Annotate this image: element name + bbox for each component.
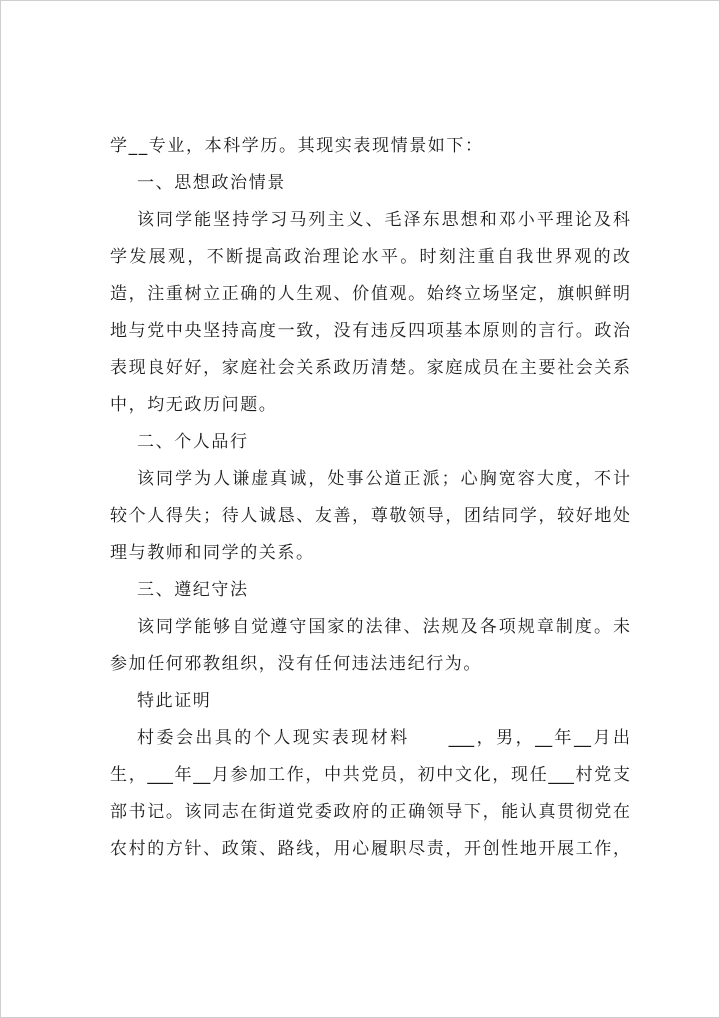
text-line: 该同学为人谦虚真诚，处事公道正派；心胸宽容大度，不计 [137, 469, 630, 489]
text-line: 部书记。该同志在街道党委政府的正确领导下，能认真贯彻党在 [110, 802, 630, 822]
closing-statement: 特此证明 [137, 691, 212, 711]
text-line: 中，均无政历问题。 [110, 395, 278, 415]
section-heading-law: 三、遵纪守法 [137, 580, 249, 600]
text-line: 学发展观，不断提高政治理论水平。时刻注重自我世界观的改 [110, 247, 630, 267]
text-line: 该同学能坚持学习马列主义、毛泽东思想和邓小平理论及科 [137, 210, 630, 230]
text-line: 学__专业，本科学历。其现实表现情景如下： [110, 136, 484, 156]
text-line: 造，注重树立正确的人生观、价值观。始终立场坚定，旗帜鲜明 [110, 284, 630, 304]
text-line: 该同学能够自觉遵守国家的法律、法规及各项规章制度。未 [137, 617, 630, 637]
section-heading-conduct: 二、个人品行 [137, 432, 249, 452]
text-line: 村委会出具的个人现实表现材料 ___，男，__年__月出 [137, 728, 630, 748]
text-line: 表现良好好，家庭社会关系政历清楚。家庭成员在主要社会关系 [110, 358, 630, 378]
text-line: 农村的方针、政策、路线，用心履职尽责，开创性地开展工作， [110, 839, 630, 859]
text-line: 理与教师和同学的关系。 [110, 543, 315, 563]
text-line: 较个人得失；待人诚恳、友善，尊敬领导，团结同学，较好地处 [110, 506, 630, 526]
section-heading-politics: 一、思想政治情景 [137, 173, 286, 193]
text-line: 参加任何邪教组织，没有任何违法违纪行为。 [110, 654, 482, 674]
text-line: 生，___年__月参加工作，中共党员，初中文化，现任___村党支 [110, 765, 630, 785]
document-body [110, 128, 630, 868]
text-line: 地与党中央坚持高度一致，没有违反四项基本原则的言行。政治 [110, 321, 630, 341]
